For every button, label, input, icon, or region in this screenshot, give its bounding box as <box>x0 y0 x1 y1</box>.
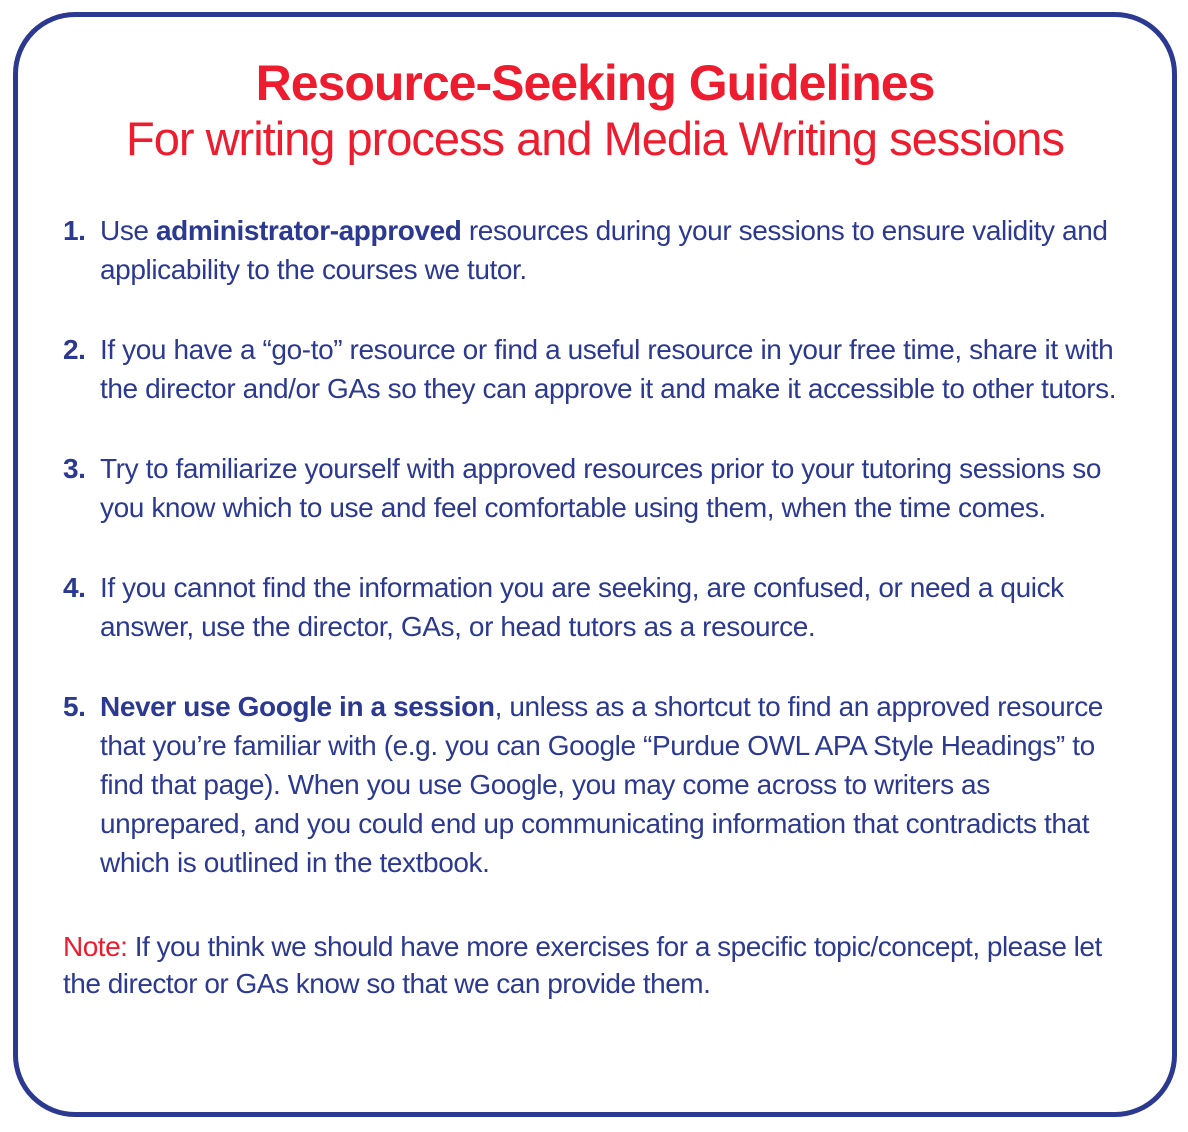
item-number: 1. <box>63 215 86 246</box>
guidelines-card <box>13 12 1177 1117</box>
item-text-before: Try to familiarize yourself with approved resources prior to your tutoring sessions so you know which to use and feel comfortable using them, when the time comes. <box>100 453 1101 523</box>
note-text: If you think we should have more exercises for a specific topic/concept, please let the director or GAs know so that we can provide them. <box>63 931 1102 999</box>
item-number: 4. <box>63 572 86 603</box>
item-text <box>100 211 1127 289</box>
item-text <box>100 568 1127 646</box>
list-item-1 <box>63 211 1127 289</box>
list-item-4 <box>63 568 1127 646</box>
item-text <box>100 687 1127 882</box>
note-label: Note: <box>63 931 128 962</box>
list-item-3 <box>63 449 1127 527</box>
item-text-bold: administrator-approved <box>155 215 462 246</box>
item-text <box>100 449 1127 527</box>
note <box>63 928 1127 1002</box>
item-number: 2. <box>63 334 86 365</box>
list-item-2 <box>63 330 1127 408</box>
page-subtitle: For writing process and Media Writing sessions <box>126 112 1064 165</box>
item-text-after: , unless as a shortcut to find an approved resource that you’re familiar with (e.g. you can Google “Purdue OWL APA Style Headings” to find that page). When you use Google, you may come across to writers as unprepared, and you could end up communicating information that contradicts that which is outlined in the textbook. <box>100 691 1103 878</box>
page-title: Resource-Seeking Guidelines <box>255 55 935 111</box>
guidelines-list <box>63 211 1127 882</box>
list-item-5 <box>63 687 1127 882</box>
item-number: 5. <box>63 691 86 722</box>
item-text-bold: Never use Google in a session <box>100 691 495 722</box>
item-text-before: If you have a “go-to” resource or find a useful resource in your free time, share it with the director and/or GAs so they can approve it and make it accessible to other tutors. <box>100 334 1117 404</box>
item-text <box>100 330 1127 408</box>
item-text-before: If you cannot find the information you are seeking, are confused, or need a quick answer, use the director, GAs, or head tutors as a resource. <box>100 572 1064 642</box>
item-text-before: Use <box>100 215 156 246</box>
item-text-after: resources during your sessions to ensure validity and applicability to the courses we tutor. <box>100 215 1108 285</box>
item-number: 3. <box>63 453 86 484</box>
